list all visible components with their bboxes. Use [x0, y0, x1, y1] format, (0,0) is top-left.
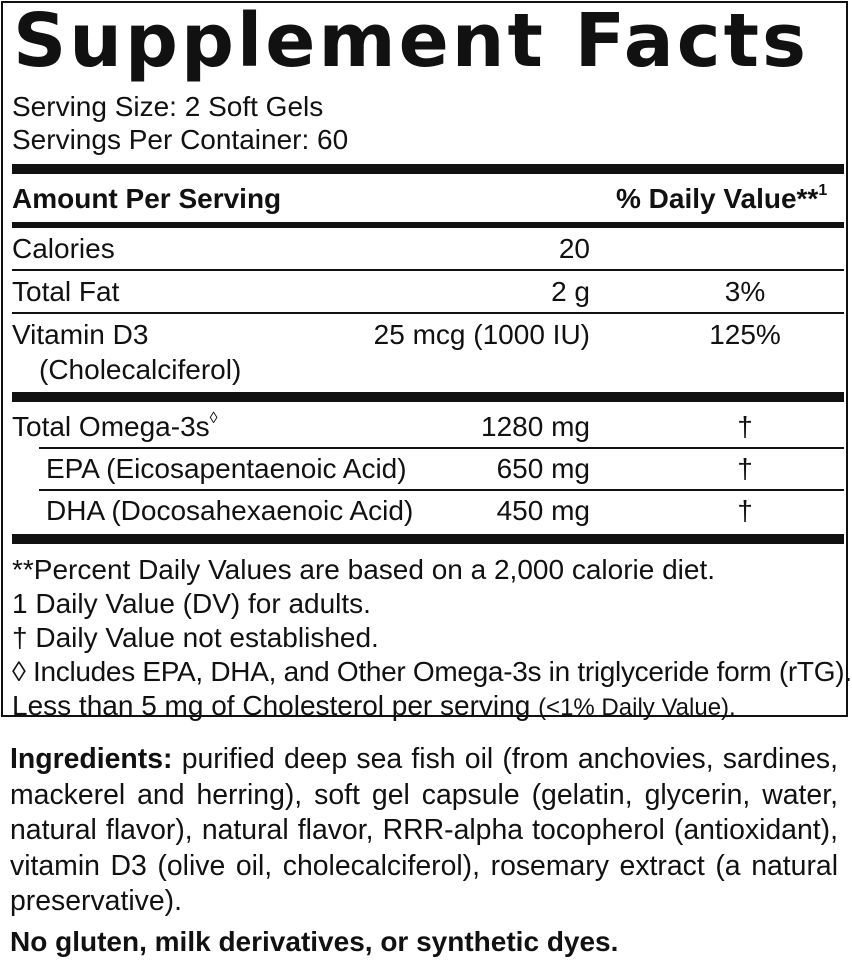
daily-value-footnote-mark: 1 [818, 182, 828, 199]
medium-divider [12, 222, 844, 228]
ingredients-label: Ingredients: [10, 743, 173, 775]
footnote-cholesterol: Less than 5 mg of Cholesterol per serving (<1% Daily Value). [12, 690, 736, 721]
omega-footnote-mark: ◊ [209, 410, 218, 427]
thick-divider [12, 164, 844, 174]
ingredients-list: purified deep sea fish oil (from anchovies, sardines, mackerel and herring), soft gel capsule (gelatin, glycerin, water, natural flavor), natural flavor, RRR-alpha tocopherol (antioxidant), vitamin D3 (olive oil, cholecalciferol), rosemary extract (a natural preservative). [10, 743, 838, 917]
nutrient-amount-vitamin-d3: 25 mcg (1000 IU) [373, 319, 590, 350]
footnote-omega-includes: ◊ Includes EPA, DHA, and Other Omega-3s in triglyceride form (rTG). [12, 656, 852, 687]
row-divider [12, 269, 844, 271]
nutrient-amount-dha: 450 mg [496, 495, 590, 526]
panel-title: Supplement Facts [13, 0, 810, 84]
nutrient-amount-total-fat: 2 g [551, 276, 590, 307]
footnote-daily-value-adults: 1 Daily Value (DV) for adults. [12, 588, 371, 619]
nutrient-amount-calories: 20 [558, 233, 590, 264]
footnote-dagger: † Daily Value not established. [12, 622, 379, 653]
nutrient-name-vitamin-d3: Vitamin D3 [12, 319, 149, 350]
footnote-percent-daily-values: **Percent Daily Values are based on a 2,000 calorie diet. [12, 554, 716, 585]
nutrient-dv-dha: † [737, 495, 753, 526]
ingredients-text [10, 742, 838, 920]
thick-divider [12, 392, 844, 402]
nutrient-dv-epa: † [737, 453, 753, 484]
nutrient-name-total-fat: Total Fat [12, 276, 120, 307]
nutrient-dv-total-fat: 3% [724, 276, 766, 307]
amount-per-serving-header: Amount Per Serving [12, 183, 282, 214]
nutrient-subname-vitamin-d3: (Cholecalciferol) [39, 354, 242, 385]
nutrient-dv-vitamin-d3: 125% [709, 319, 781, 350]
nutrient-name-epa: EPA (Eicosapentaenoic Acid) [46, 453, 407, 484]
nutrient-amount-omega-3s: 1280 mg [481, 411, 590, 442]
row-divider [12, 312, 844, 314]
nutrient-name-dha: DHA (Docosahexaenoic Acid) [46, 495, 414, 526]
servings-per-container: Servings Per Container: 60 [12, 124, 349, 155]
nutrient-dv-omega-3s: † [737, 411, 753, 442]
daily-value-header: % Daily Value**$^1$ [616, 182, 828, 214]
row-divider [39, 489, 844, 491]
serving-size: Serving Size: 2 Soft Gels [12, 91, 324, 122]
row-divider [39, 447, 844, 449]
nutrient-amount-epa: 650 mg [496, 453, 590, 484]
allergen-claim: No gluten, milk derivatives, or synthetic dyes. [10, 926, 619, 957]
supplement-facts-panel [1, 0, 852, 721]
nutrient-name-omega-3s: Total Omega-3s◊ [12, 410, 218, 442]
nutrient-name-calories: Calories [12, 233, 115, 264]
thick-divider [12, 534, 844, 544]
